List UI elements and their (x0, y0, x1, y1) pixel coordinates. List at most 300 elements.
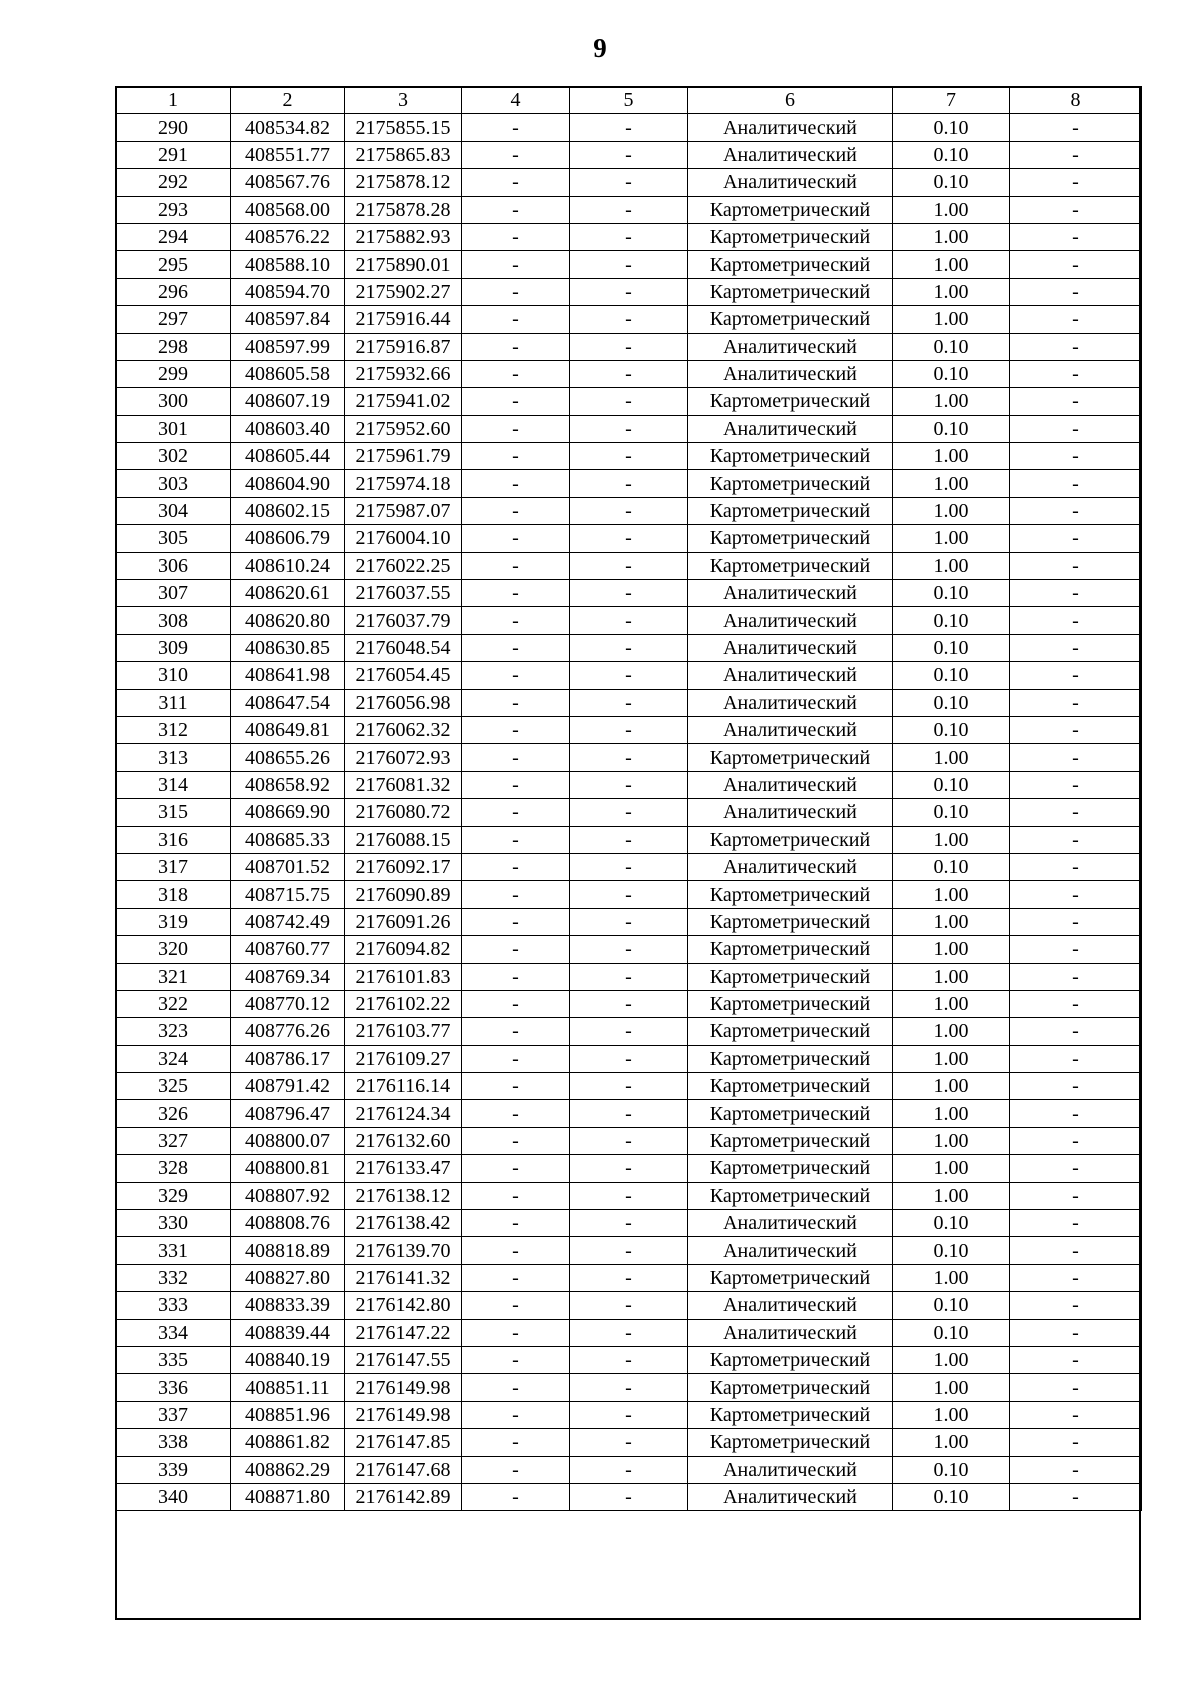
table-row (116, 716, 1142, 743)
table-cell: 408606.79 (231, 525, 345, 552)
table-cell: - (462, 771, 570, 798)
table-cell: 1.00 (893, 744, 1010, 771)
table-cell: 0.10 (893, 1292, 1010, 1319)
table-row (116, 1374, 1142, 1401)
table-cell: 408649.81 (231, 716, 345, 743)
table-row (116, 936, 1142, 963)
table-cell: 0.10 (893, 799, 1010, 826)
table-cell: - (462, 1182, 570, 1209)
table-cell: - (1010, 415, 1142, 442)
column-header: 4 (462, 87, 570, 114)
table-cell: 327 (116, 1127, 231, 1154)
table-cell: 319 (116, 908, 231, 935)
table-cell: 408851.96 (231, 1401, 345, 1428)
table-cell: - (1010, 716, 1142, 743)
table-cell: 2176054.45 (345, 662, 462, 689)
table-cell: Картометрический (688, 908, 893, 935)
table-row (116, 388, 1142, 415)
table-cell: - (570, 853, 688, 880)
table-cell: 2176141.32 (345, 1264, 462, 1291)
table-cell: 408620.80 (231, 607, 345, 634)
table-cell: Аналитический (688, 1210, 893, 1237)
table-cell: - (1010, 799, 1142, 826)
table-cell: - (570, 525, 688, 552)
table-cell: - (462, 853, 570, 880)
table-cell: 0.10 (893, 716, 1010, 743)
table-row (116, 1346, 1142, 1373)
table-cell: 302 (116, 443, 231, 470)
table-cell: - (1010, 388, 1142, 415)
table-cell: 408800.81 (231, 1155, 345, 1182)
table-cell: - (1010, 196, 1142, 223)
table-cell: - (570, 744, 688, 771)
table-cell: 1.00 (893, 1018, 1010, 1045)
table-cell: 2176056.98 (345, 689, 462, 716)
table-row (116, 1182, 1142, 1209)
table-cell: Аналитический (688, 169, 893, 196)
table-cell: - (570, 360, 688, 387)
table-cell: 408605.58 (231, 360, 345, 387)
table-cell: - (462, 1429, 570, 1456)
table-cell: 2176103.77 (345, 1018, 462, 1045)
table-row (116, 853, 1142, 880)
table-cell: 2176094.82 (345, 936, 462, 963)
table-cell: 0.10 (893, 333, 1010, 360)
table-cell: - (1010, 634, 1142, 661)
table-cell: - (570, 826, 688, 853)
table-cell: - (1010, 853, 1142, 880)
column-header: 6 (688, 87, 893, 114)
table-cell: - (1010, 1155, 1142, 1182)
table-cell: 408604.90 (231, 470, 345, 497)
table-cell: - (1010, 1456, 1142, 1483)
table-cell: - (462, 169, 570, 196)
table-cell: 2175882.93 (345, 223, 462, 250)
table-cell: Картометрический (688, 497, 893, 524)
table-cell: - (570, 223, 688, 250)
table-row (116, 114, 1142, 141)
table-cell: - (462, 826, 570, 853)
table-cell: - (462, 1292, 570, 1319)
table-cell: - (1010, 141, 1142, 168)
table-cell: 293 (116, 196, 231, 223)
table-cell: 320 (116, 936, 231, 963)
table-cell: 408862.29 (231, 1456, 345, 1483)
table-cell: 2176132.60 (345, 1127, 462, 1154)
table-cell: 0.10 (893, 771, 1010, 798)
table-row (116, 306, 1142, 333)
table-cell: 321 (116, 963, 231, 990)
table-cell: 408833.39 (231, 1292, 345, 1319)
table-row (116, 634, 1142, 661)
table-cell: - (570, 1346, 688, 1373)
table-cell: - (570, 662, 688, 689)
table-cell: 2175855.15 (345, 114, 462, 141)
table-cell: 326 (116, 1100, 231, 1127)
table-row (116, 360, 1142, 387)
table-cell: - (1010, 1346, 1142, 1373)
table-row (116, 963, 1142, 990)
table-cell: - (570, 881, 688, 908)
table-cell: 408786.17 (231, 1045, 345, 1072)
table-cell: - (570, 196, 688, 223)
table-cell: 2176081.32 (345, 771, 462, 798)
table-cell: - (1010, 1210, 1142, 1237)
table-cell: 2175916.87 (345, 333, 462, 360)
table-cell: - (462, 1374, 570, 1401)
table-row (116, 744, 1142, 771)
table-cell: Аналитический (688, 415, 893, 442)
table-cell: - (1010, 251, 1142, 278)
table-cell: - (462, 1073, 570, 1100)
table-cell: 2175878.12 (345, 169, 462, 196)
table-cell: Картометрический (688, 1100, 893, 1127)
table-cell: Картометрический (688, 223, 893, 250)
table-cell: 2176133.47 (345, 1155, 462, 1182)
table-cell: Аналитический (688, 1292, 893, 1319)
table-cell: 2176088.15 (345, 826, 462, 853)
table-cell: Картометрический (688, 826, 893, 853)
table-cell: - (570, 908, 688, 935)
table-cell: 0.10 (893, 141, 1010, 168)
table-cell: 299 (116, 360, 231, 387)
table-row (116, 169, 1142, 196)
table-cell: 323 (116, 1018, 231, 1045)
table-cell: - (462, 1264, 570, 1291)
table-cell: - (570, 580, 688, 607)
table-cell: - (1010, 525, 1142, 552)
table-row (116, 333, 1142, 360)
table-row (116, 1100, 1142, 1127)
table-cell: Картометрический (688, 443, 893, 470)
table-cell: - (462, 552, 570, 579)
table-cell: - (1010, 662, 1142, 689)
table-cell: 408641.98 (231, 662, 345, 689)
table-cell: - (462, 1456, 570, 1483)
table-cell: 408818.89 (231, 1237, 345, 1264)
table-cell: - (570, 497, 688, 524)
table-cell: - (570, 470, 688, 497)
table-cell: 408770.12 (231, 990, 345, 1017)
table-cell: 1.00 (893, 196, 1010, 223)
table-cell: 408840.19 (231, 1346, 345, 1373)
table-cell: - (1010, 607, 1142, 634)
table-cell: 1.00 (893, 1100, 1010, 1127)
table-cell: Аналитический (688, 607, 893, 634)
table-cell: 2175932.66 (345, 360, 462, 387)
table-cell: 408602.15 (231, 497, 345, 524)
table-cell: - (1010, 1237, 1142, 1264)
table-cell: 408588.10 (231, 251, 345, 278)
table-cell: 408568.00 (231, 196, 345, 223)
column-header: 5 (570, 87, 688, 114)
table-cell: 303 (116, 470, 231, 497)
table-cell: 0.10 (893, 1456, 1010, 1483)
table-cell: - (570, 1429, 688, 1456)
table-cell: 339 (116, 1456, 231, 1483)
table-cell: - (1010, 470, 1142, 497)
table-cell: - (462, 990, 570, 1017)
table-cell: - (462, 306, 570, 333)
table-cell: 408597.84 (231, 306, 345, 333)
table-cell: - (1010, 1483, 1142, 1510)
table-cell: 2176062.32 (345, 716, 462, 743)
table-cell: 0.10 (893, 634, 1010, 661)
table-cell: - (570, 799, 688, 826)
table-cell: 0.10 (893, 689, 1010, 716)
table-cell: 301 (116, 415, 231, 442)
table-row (116, 141, 1142, 168)
table-cell: 309 (116, 634, 231, 661)
table-cell: - (1010, 1264, 1142, 1291)
table-cell: 2176147.55 (345, 1346, 462, 1373)
table-cell: Аналитический (688, 771, 893, 798)
table-cell: - (462, 1018, 570, 1045)
table-cell: 2176149.98 (345, 1401, 462, 1428)
table-cell: 408594.70 (231, 278, 345, 305)
table-row (116, 908, 1142, 935)
table-cell: 1.00 (893, 990, 1010, 1017)
table-cell: - (1010, 306, 1142, 333)
table-cell: 2176072.93 (345, 744, 462, 771)
table-cell: 2175974.18 (345, 470, 462, 497)
table-cell: - (1010, 497, 1142, 524)
table-row (116, 251, 1142, 278)
table-cell: - (570, 607, 688, 634)
table-cell: 2176147.22 (345, 1319, 462, 1346)
table-row (116, 497, 1142, 524)
table-cell: 1.00 (893, 1401, 1010, 1428)
table-cell: 2176102.22 (345, 990, 462, 1017)
table-row (116, 443, 1142, 470)
table-cell: Аналитический (688, 580, 893, 607)
table-cell: - (570, 415, 688, 442)
table-cell: - (1010, 1292, 1142, 1319)
table-cell: 408567.76 (231, 169, 345, 196)
table-cell: - (1010, 771, 1142, 798)
table-cell: 291 (116, 141, 231, 168)
table-cell: 333 (116, 1292, 231, 1319)
table-cell: - (570, 1045, 688, 1072)
table-cell: - (1010, 278, 1142, 305)
table-cell: 2176147.68 (345, 1456, 462, 1483)
table-cell: 294 (116, 223, 231, 250)
table-cell: - (462, 1100, 570, 1127)
table-cell: 1.00 (893, 1155, 1010, 1182)
table-cell: 2175902.27 (345, 278, 462, 305)
table-cell: Аналитический (688, 716, 893, 743)
table-cell: - (462, 1210, 570, 1237)
table-cell: - (462, 963, 570, 990)
table-cell: 295 (116, 251, 231, 278)
table-cell: 2176138.12 (345, 1182, 462, 1209)
table-cell: - (462, 936, 570, 963)
table-cell: 2176101.83 (345, 963, 462, 990)
table-cell: Аналитический (688, 662, 893, 689)
table-cell: - (462, 251, 570, 278)
table-cell: - (462, 360, 570, 387)
table-cell: 2176090.89 (345, 881, 462, 908)
table-cell: - (1010, 1100, 1142, 1127)
table-cell: - (570, 936, 688, 963)
table-cell: 408760.77 (231, 936, 345, 963)
table-row (116, 881, 1142, 908)
table-cell: - (462, 470, 570, 497)
table-cell: 408851.11 (231, 1374, 345, 1401)
table-cell: - (570, 990, 688, 1017)
column-header: 1 (116, 87, 231, 114)
table-cell: Картометрический (688, 1401, 893, 1428)
table-cell: - (462, 744, 570, 771)
table-cell: 2176022.25 (345, 552, 462, 579)
table-cell: 338 (116, 1429, 231, 1456)
table-cell: 408605.44 (231, 443, 345, 470)
table-cell: 0.10 (893, 1483, 1010, 1510)
table-cell: Аналитический (688, 1456, 893, 1483)
table-row (116, 1264, 1142, 1291)
table-cell: Аналитический (688, 853, 893, 880)
table-cell: 408796.47 (231, 1100, 345, 1127)
table-cell: 408658.92 (231, 771, 345, 798)
table-cell: 292 (116, 169, 231, 196)
table-cell: Картометрический (688, 1264, 893, 1291)
table-header-row (116, 87, 1142, 114)
table-cell: 2176142.89 (345, 1483, 462, 1510)
table-cell: 408685.33 (231, 826, 345, 853)
table-cell: - (570, 306, 688, 333)
table-cell: - (462, 443, 570, 470)
table-cell: 0.10 (893, 169, 1010, 196)
table-cell: - (462, 1127, 570, 1154)
table-row (116, 196, 1142, 223)
table-cell: - (570, 1264, 688, 1291)
table-cell: 1.00 (893, 1264, 1010, 1291)
table-row (116, 580, 1142, 607)
table-cell: 408807.92 (231, 1182, 345, 1209)
table-cell: 1.00 (893, 1073, 1010, 1100)
table-cell: 300 (116, 388, 231, 415)
table-cell: - (462, 223, 570, 250)
table-cell: 1.00 (893, 497, 1010, 524)
table-cell: - (570, 963, 688, 990)
table-cell: Аналитический (688, 1237, 893, 1264)
table-cell: 304 (116, 497, 231, 524)
table-cell: - (462, 716, 570, 743)
table-cell: 408776.26 (231, 1018, 345, 1045)
table-cell: Аналитический (688, 141, 893, 168)
table-cell: - (462, 689, 570, 716)
table-cell: - (462, 634, 570, 661)
table-row (116, 1292, 1142, 1319)
table-cell: Аналитический (688, 1319, 893, 1346)
table-cell: 1.00 (893, 306, 1010, 333)
table-cell: - (462, 1319, 570, 1346)
table-cell: 1.00 (893, 1346, 1010, 1373)
table-cell: - (462, 114, 570, 141)
table-cell: Картометрический (688, 881, 893, 908)
column-header: 8 (1010, 87, 1142, 114)
table-cell: 337 (116, 1401, 231, 1428)
table-cell: Аналитический (688, 634, 893, 661)
table-cell: 0.10 (893, 853, 1010, 880)
table-cell: Аналитический (688, 114, 893, 141)
table-row (116, 990, 1142, 1017)
table-cell: 0.10 (893, 607, 1010, 634)
table-cell: - (570, 1483, 688, 1510)
table-cell: - (570, 333, 688, 360)
table-cell: - (570, 169, 688, 196)
table-cell: - (1010, 580, 1142, 607)
table-cell: - (462, 415, 570, 442)
table-cell: 298 (116, 333, 231, 360)
table-cell: 2175865.83 (345, 141, 462, 168)
table-cell: 310 (116, 662, 231, 689)
table-cell: - (570, 716, 688, 743)
table-cell: - (1010, 114, 1142, 141)
table-cell: 322 (116, 990, 231, 1017)
table-cell: Картометрический (688, 1374, 893, 1401)
table-cell: 1.00 (893, 881, 1010, 908)
table-cell: 408871.80 (231, 1483, 345, 1510)
table-cell: 408630.85 (231, 634, 345, 661)
table-cell: 2176080.72 (345, 799, 462, 826)
table-cell: 1.00 (893, 826, 1010, 853)
table-cell: 325 (116, 1073, 231, 1100)
table-cell: 408715.75 (231, 881, 345, 908)
table-cell: 0.10 (893, 1237, 1010, 1264)
table-cell: - (1010, 1401, 1142, 1428)
table-cell: 296 (116, 278, 231, 305)
table-cell: - (1010, 1127, 1142, 1154)
table-row (116, 1456, 1142, 1483)
table-cell: - (462, 799, 570, 826)
table-cell: - (462, 662, 570, 689)
table-row (116, 278, 1142, 305)
table-cell: - (462, 580, 570, 607)
table-cell: - (1010, 1182, 1142, 1209)
table-cell: 316 (116, 826, 231, 853)
table-cell: 311 (116, 689, 231, 716)
table-cell: 0.10 (893, 415, 1010, 442)
table-cell: - (462, 278, 570, 305)
table-cell: - (570, 443, 688, 470)
table-cell: 408791.42 (231, 1073, 345, 1100)
table-cell: 2176092.17 (345, 853, 462, 880)
table-cell: - (1010, 1319, 1142, 1346)
table-cell: - (570, 689, 688, 716)
table-cell: - (1010, 1018, 1142, 1045)
table-cell: 324 (116, 1045, 231, 1072)
table-cell: - (1010, 1073, 1142, 1100)
table-cell: - (462, 1483, 570, 1510)
table-cell: Картометрический (688, 1429, 893, 1456)
table-cell: 1.00 (893, 278, 1010, 305)
table-cell: Картометрический (688, 470, 893, 497)
table-cell: - (570, 771, 688, 798)
table-cell: Картометрический (688, 963, 893, 990)
table-cell: - (1010, 908, 1142, 935)
table-cell: 1.00 (893, 1045, 1010, 1072)
table-cell: 1.00 (893, 251, 1010, 278)
table-cell: 0.10 (893, 114, 1010, 141)
table-cell: 331 (116, 1237, 231, 1264)
table-cell: 330 (116, 1210, 231, 1237)
table-cell: Картометрический (688, 1073, 893, 1100)
table-cell: 408620.61 (231, 580, 345, 607)
table-cell: - (462, 1346, 570, 1373)
table-cell: 2176037.79 (345, 607, 462, 634)
table-cell: - (1010, 689, 1142, 716)
